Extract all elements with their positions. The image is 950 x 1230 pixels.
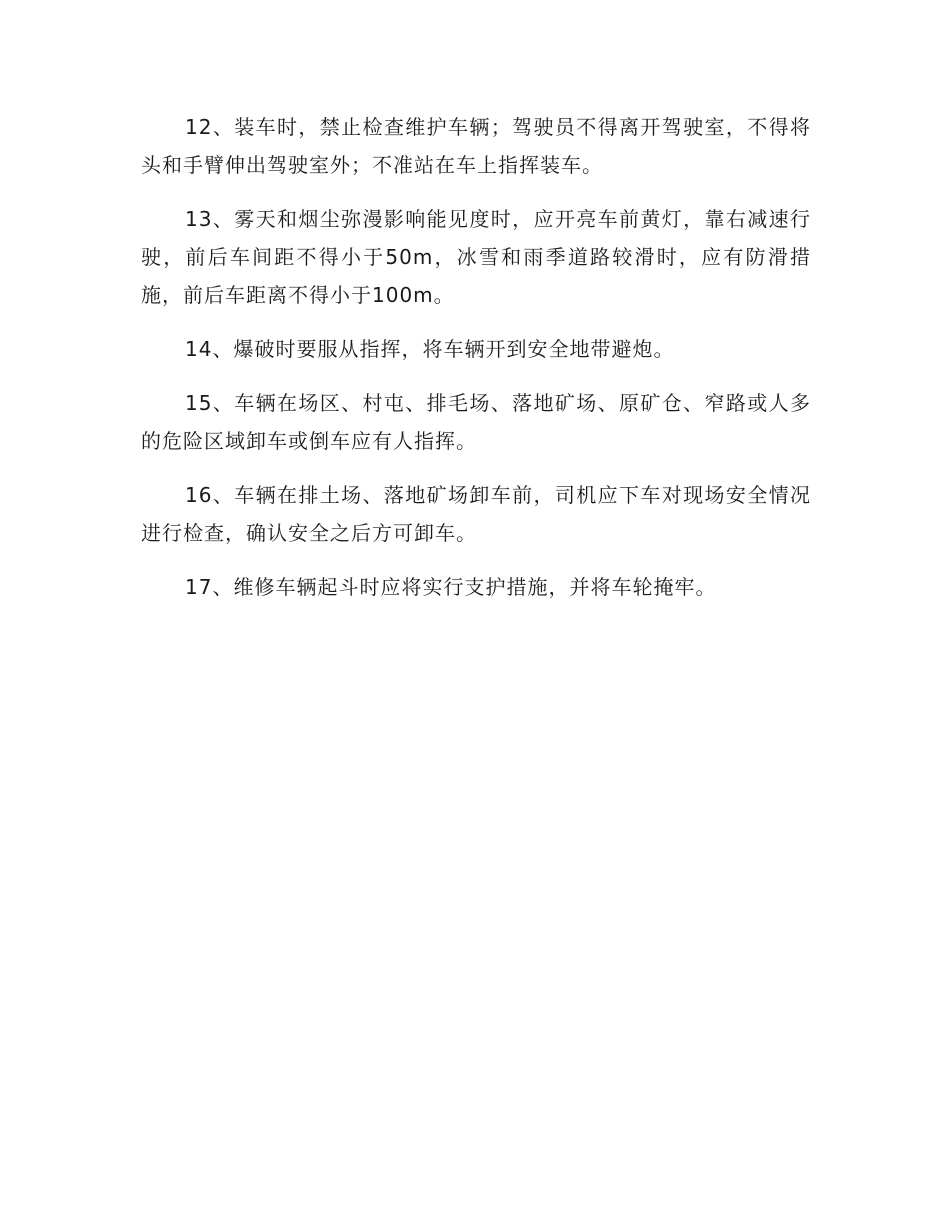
paragraph-item-12: 12、装车时，禁止检查维护车辆；驾驶员不得离开驾驶室，不得将头和手臂伸出驾驶室外；不准站在车上指挥装车。 bbox=[141, 115, 811, 177]
paragraph-item-16: 16、车辆在排土场、落地矿场卸车前，司机应下车对现场安全情况进行检查，确认安全之后方可卸车。 bbox=[141, 483, 811, 545]
paragraph-item-17: 17、维修车辆起斗时应将实行支护措施，并将车轮掩牢。 bbox=[185, 575, 717, 599]
paragraph-item-13: 13、雾天和烟尘弥漫影响能见度时，应开亮车前黄灯，靠右减速行驶，前后车间距不得小于50m，冰雪和雨季道路较滑时，应有防滑措施，前后车距离不得小于100m。 bbox=[141, 207, 811, 307]
document-body bbox=[141, 108, 811, 622]
paragraph-item-14: 14、爆破时要服从指挥，将车辆开到安全地带避炮。 bbox=[185, 337, 675, 361]
paragraph-item-15: 15、车辆在场区、村屯、排毛场、落地矿场、原矿仓、窄路或人多的危险区域卸车或倒车应有人指挥。 bbox=[141, 391, 811, 453]
